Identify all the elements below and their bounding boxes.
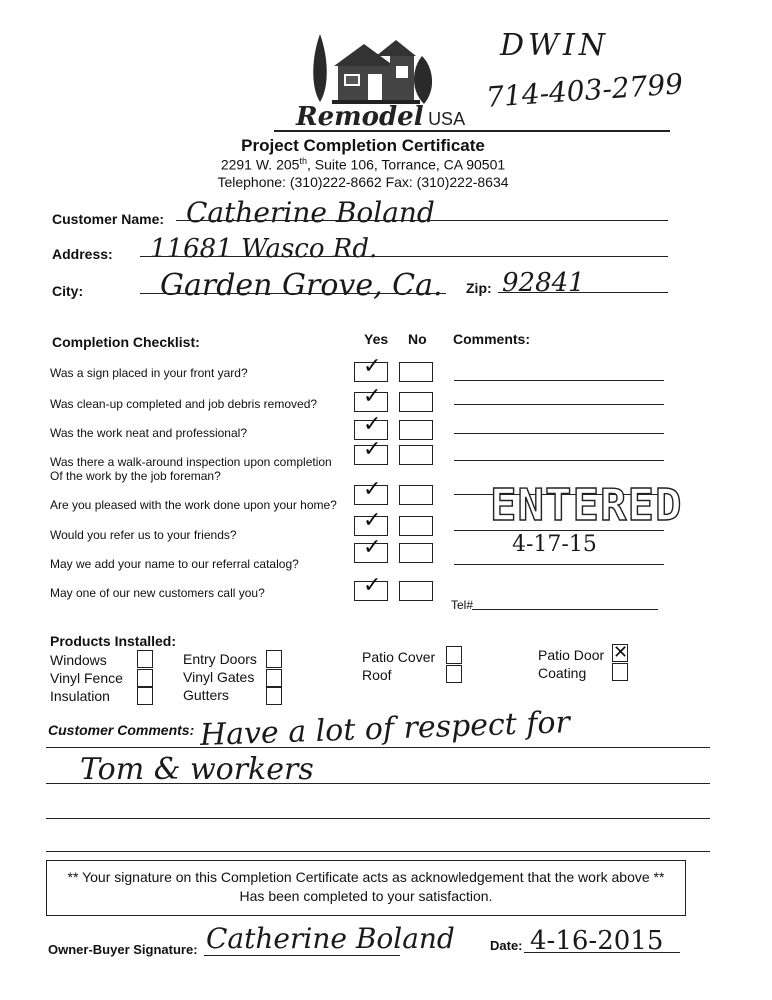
comment-line-7: [454, 564, 664, 565]
windows-checkbox[interactable]: [137, 650, 153, 668]
yes-checkbox-6[interactable]: ✓: [354, 516, 388, 536]
acknowledgement-notice-line2: Has been completed to your satisfaction.: [239, 888, 493, 904]
yes-checkbox-3[interactable]: ✓: [354, 420, 388, 440]
checklist-question-2: Was clean-up completed and job debris removed?: [50, 397, 318, 411]
patio-cover-checkbox[interactable]: [446, 646, 462, 664]
checklist-question-5: Are you pleased with the work done upon your home?: [50, 498, 337, 512]
tel-label: Tel#: [451, 598, 474, 612]
yes-checkbox-1[interactable]: ✓: [354, 362, 388, 382]
checklist-question-4: Was there a walk-around inspection upon completion Of the work by the job foreman?: [50, 455, 332, 483]
tel-line: [472, 609, 658, 610]
address-line: [140, 256, 668, 257]
roof-checkbox[interactable]: [446, 665, 462, 683]
product-roof-label: Roof: [362, 667, 392, 683]
gutters-checkbox[interactable]: [266, 687, 282, 705]
checklist-question-3: Was the work neat and professional?: [50, 426, 247, 440]
product-gutters-label: Gutters: [183, 687, 229, 703]
comment-writing-line-4: [46, 851, 710, 852]
no-checkbox-6[interactable]: [399, 516, 433, 536]
comments-column-header: Comments:: [453, 331, 531, 347]
coating-checkbox[interactable]: [612, 663, 628, 681]
logo-text-main: Remodel: [296, 102, 424, 132]
acknowledgement-notice-line1: ** Your signature on this Completion Certificate acts as acknowledgement that the work above **: [67, 869, 665, 885]
customer-comment-line2: Tom & workers: [80, 752, 314, 787]
logo-text-suffix: USA: [428, 109, 466, 129]
city-line: [140, 293, 446, 294]
comment-line-4: [454, 460, 664, 461]
signature-line: [204, 955, 400, 956]
no-checkbox-2[interactable]: [399, 392, 433, 412]
yes-checkbox-2[interactable]: ✓: [354, 392, 388, 412]
checklist-question-1: Was a sign placed in your front yard?: [50, 366, 248, 380]
city-value: Garden Grove, Ca.: [160, 268, 443, 303]
comment-line-2: [454, 404, 664, 405]
yes-checkbox-4[interactable]: ✓: [354, 445, 388, 465]
logo-text: [296, 102, 465, 132]
no-checkbox-7[interactable]: [399, 543, 433, 563]
company-address: 2291 W. 205th, Suite 106, Torrance, CA 90501: [220, 156, 506, 173]
customer-comments-label: Customer Comments:: [48, 722, 195, 738]
zip-value: 92841: [502, 268, 585, 298]
zip-line: [498, 292, 668, 293]
address-value: 11681 Wasco Rd.: [150, 234, 378, 264]
owner-signature-value: Catherine Boland: [206, 922, 455, 955]
entry-doors-checkbox[interactable]: [266, 650, 282, 668]
insulation-checkbox[interactable]: [137, 687, 153, 705]
checklist-question-6: Would you refer us to your friends?: [50, 528, 237, 542]
product-vinyl-fence-label: Vinyl Fence: [50, 670, 123, 686]
company-telephone: Telephone: (310)222-8662 Fax: (310)222-8634: [217, 174, 509, 190]
product-windows-label: Windows: [50, 652, 107, 668]
product-coating-label: Coating: [538, 665, 587, 681]
yes-checkbox-8[interactable]: ✓: [354, 581, 388, 601]
yes-checkbox-5[interactable]: ✓: [354, 485, 388, 505]
company-logo: [296, 26, 466, 136]
customer-name-value: Catherine Boland: [186, 196, 435, 229]
no-checkbox-1[interactable]: [399, 362, 433, 382]
product-insulation-label: Insulation: [50, 688, 110, 704]
city-label: City:: [52, 283, 84, 299]
product-entry-doors-label: Entry Doors: [183, 651, 257, 667]
no-checkbox-4[interactable]: [399, 445, 433, 465]
handwritten-contact-name: DWIN: [500, 28, 609, 63]
yes-column-header: Yes: [364, 331, 389, 347]
no-column-header: No: [408, 331, 427, 347]
comment-writing-line-2: [46, 783, 710, 784]
yes-checkbox-7[interactable]: ✓: [354, 543, 388, 563]
vinyl-gates-checkbox[interactable]: [266, 669, 282, 687]
signature-date-value: 4-16-2015: [530, 926, 664, 956]
date-line: [524, 952, 680, 953]
no-checkbox-3[interactable]: [399, 420, 433, 440]
product-patio-cover-label: Patio Cover: [362, 649, 436, 665]
comment-line-6: [454, 530, 664, 531]
checklist-question-7: May we add your name to our referral catalog?: [50, 557, 299, 571]
entered-stamp: ENTERED: [490, 480, 683, 531]
products-title: Products Installed:: [50, 633, 177, 649]
owner-signature-label: Owner-Buyer Signature:: [48, 942, 198, 957]
patio-door-x-mark: ✕: [613, 642, 629, 663]
comment-line-3: [454, 433, 664, 434]
checklist-question-8: May one of our new customers call you?: [50, 586, 265, 600]
product-vinyl-gates-label: Vinyl Gates: [183, 669, 255, 685]
comment-writing-line-3: [46, 818, 710, 819]
header-divider: [274, 130, 670, 132]
page-title: Project Completion Certificate: [241, 136, 485, 155]
date-label: Date:: [490, 938, 523, 953]
vinyl-fence-checkbox[interactable]: [137, 669, 153, 687]
acknowledgement-notice-box: [46, 860, 686, 916]
no-checkbox-8[interactable]: [399, 581, 433, 601]
product-patio-door-label: Patio Door: [538, 647, 605, 663]
checklist-title: Completion Checklist:: [52, 334, 200, 350]
zip-label: Zip:: [466, 280, 492, 296]
no-checkbox-5[interactable]: [399, 485, 433, 505]
comment-line-1: [454, 380, 664, 381]
house-logo-icon: [306, 26, 436, 106]
customer-name-line: [176, 220, 668, 221]
address-label: Address:: [52, 246, 113, 262]
customer-name-label: Customer Name:: [52, 211, 165, 227]
entered-date: 4-17-15: [512, 532, 597, 557]
comment-writing-line-1: [46, 747, 710, 748]
customer-comment-line1: Have a lot of respect for: [199, 705, 571, 753]
handwritten-contact-phone: 714-403-2799: [485, 67, 684, 114]
patio-door-checkbox[interactable]: [612, 644, 628, 662]
